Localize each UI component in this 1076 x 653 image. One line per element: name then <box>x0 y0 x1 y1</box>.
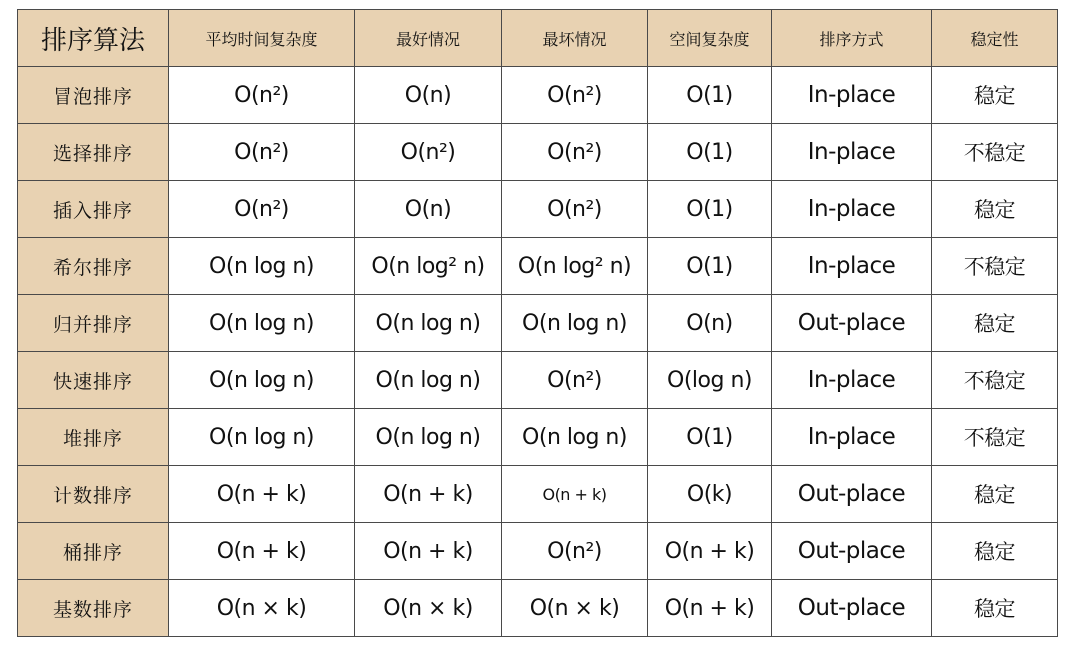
algorithm-name: 堆排序 <box>18 409 169 466</box>
space-cell: O(1) <box>648 409 772 466</box>
space-cell: O(n) <box>648 295 772 352</box>
best-case-cell: O(n) <box>355 67 502 124</box>
space-cell: O(k) <box>648 466 772 523</box>
average-time-cell: O(n × k) <box>169 580 355 637</box>
worst-case-cell: O(n log n) <box>502 295 648 352</box>
worst-case-cell: O(n + k) <box>502 466 648 523</box>
sort-mode-cell: In-place <box>772 352 932 409</box>
header-space: 空间复杂度 <box>648 10 772 67</box>
worst-case-cell: O(n²) <box>502 181 648 238</box>
best-case-cell: O(n × k) <box>355 580 502 637</box>
table-row <box>18 238 1058 295</box>
header-best-case: 最好情况 <box>355 10 502 67</box>
header-average-time: 平均时间复杂度 <box>169 10 355 67</box>
header-algorithm: 排序算法 <box>18 10 169 67</box>
sort-mode-cell: In-place <box>772 409 932 466</box>
sort-mode-cell: In-place <box>772 181 932 238</box>
sorting-complexity-table-container <box>17 9 1058 637</box>
algorithm-name: 冒泡排序 <box>18 67 169 124</box>
space-cell: O(log n) <box>648 352 772 409</box>
average-time-cell: O(n log n) <box>169 295 355 352</box>
stability-cell: 稳定 <box>932 67 1058 124</box>
worst-case-cell: O(n log² n) <box>502 238 648 295</box>
space-cell: O(n + k) <box>648 580 772 637</box>
average-time-cell: O(n²) <box>169 181 355 238</box>
sort-mode-cell: In-place <box>772 124 932 181</box>
best-case-cell: O(n log n) <box>355 409 502 466</box>
stability-cell: 不稳定 <box>932 352 1058 409</box>
header-row <box>18 10 1058 67</box>
table-row <box>18 67 1058 124</box>
stability-cell: 稳定 <box>932 181 1058 238</box>
worst-case-cell: O(n × k) <box>502 580 648 637</box>
table-row <box>18 466 1058 523</box>
average-time-cell: O(n + k) <box>169 466 355 523</box>
table-row <box>18 580 1058 637</box>
algorithm-name: 快速排序 <box>18 352 169 409</box>
average-time-cell: O(n log n) <box>169 238 355 295</box>
best-case-cell: O(n + k) <box>355 523 502 580</box>
best-case-cell: O(n log² n) <box>355 238 502 295</box>
worst-case-cell: O(n²) <box>502 352 648 409</box>
algorithm-name: 计数排序 <box>18 466 169 523</box>
space-cell: O(1) <box>648 181 772 238</box>
average-time-cell: O(n log n) <box>169 352 355 409</box>
algorithm-name: 插入排序 <box>18 181 169 238</box>
table-row <box>18 523 1058 580</box>
stability-cell: 稳定 <box>932 523 1058 580</box>
worst-case-cell: O(n²) <box>502 124 648 181</box>
sort-mode-cell: Out-place <box>772 295 932 352</box>
average-time-cell: O(n²) <box>169 124 355 181</box>
space-cell: O(1) <box>648 124 772 181</box>
algorithm-name: 桶排序 <box>18 523 169 580</box>
header-stability: 稳定性 <box>932 10 1058 67</box>
best-case-cell: O(n + k) <box>355 466 502 523</box>
space-cell: O(1) <box>648 67 772 124</box>
stability-cell: 稳定 <box>932 466 1058 523</box>
algorithm-name: 选择排序 <box>18 124 169 181</box>
worst-case-cell: O(n²) <box>502 523 648 580</box>
space-cell: O(1) <box>648 238 772 295</box>
worst-case-cell: O(n²) <box>502 67 648 124</box>
table-row <box>18 352 1058 409</box>
average-time-cell: O(n log n) <box>169 409 355 466</box>
header-worst-case: 最坏情况 <box>502 10 648 67</box>
worst-case-cell: O(n log n) <box>502 409 648 466</box>
sort-mode-cell: Out-place <box>772 580 932 637</box>
algorithm-name: 希尔排序 <box>18 238 169 295</box>
best-case-cell: O(n log n) <box>355 295 502 352</box>
stability-cell: 不稳定 <box>932 124 1058 181</box>
average-time-cell: O(n + k) <box>169 523 355 580</box>
stability-cell: 稳定 <box>932 295 1058 352</box>
table-row <box>18 181 1058 238</box>
stability-cell: 不稳定 <box>932 238 1058 295</box>
space-cell: O(n + k) <box>648 523 772 580</box>
best-case-cell: O(n) <box>355 181 502 238</box>
table-row <box>18 124 1058 181</box>
header-sort-mode: 排序方式 <box>772 10 932 67</box>
sorting-complexity-table <box>17 9 1058 637</box>
algorithm-name: 归并排序 <box>18 295 169 352</box>
best-case-cell: O(n²) <box>355 124 502 181</box>
sort-mode-cell: Out-place <box>772 466 932 523</box>
stability-cell: 稳定 <box>932 580 1058 637</box>
sort-mode-cell: In-place <box>772 67 932 124</box>
sort-mode-cell: In-place <box>772 238 932 295</box>
table-row <box>18 409 1058 466</box>
algorithm-name: 基数排序 <box>18 580 169 637</box>
average-time-cell: O(n²) <box>169 67 355 124</box>
sort-mode-cell: Out-place <box>772 523 932 580</box>
stability-cell: 不稳定 <box>932 409 1058 466</box>
table-row <box>18 295 1058 352</box>
best-case-cell: O(n log n) <box>355 352 502 409</box>
